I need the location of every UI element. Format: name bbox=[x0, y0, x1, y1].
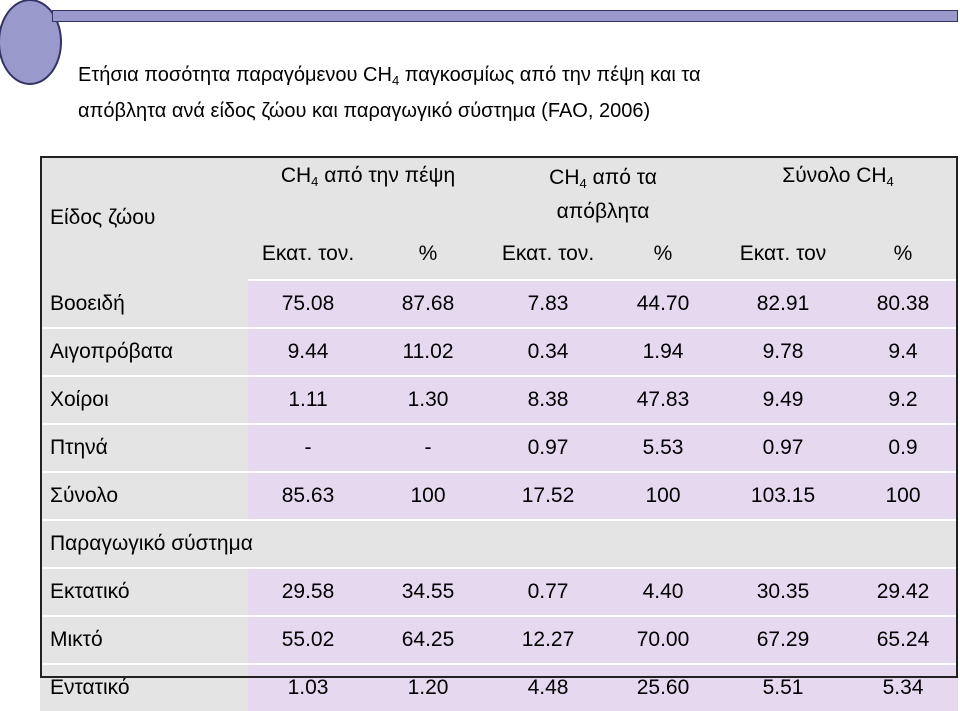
table-cell: 70.00 bbox=[608, 616, 718, 664]
section-label: Παραγωγικό σύστημα bbox=[40, 520, 248, 568]
row-label: Πτηνά bbox=[40, 424, 248, 472]
table-cell: 34.55 bbox=[368, 568, 488, 616]
table-cell: 85.63 bbox=[248, 472, 368, 520]
row-label: Μικτό bbox=[40, 616, 248, 664]
table-cell: 5.51 bbox=[718, 664, 848, 711]
ch4-table bbox=[40, 156, 958, 711]
table-cell: 67.29 bbox=[718, 616, 848, 664]
table-cell: 65.24 bbox=[848, 616, 958, 664]
table-cell: 1.03 bbox=[248, 664, 368, 711]
table-cell: 100 bbox=[608, 472, 718, 520]
table-cell: 1.30 bbox=[368, 376, 488, 424]
decorative-top-bar bbox=[52, 10, 958, 22]
subheader-cell: Εκατ. τον bbox=[718, 229, 848, 280]
subheader-cell: Εκατ. τον. bbox=[488, 229, 608, 280]
header-group-digestion: $CH_4$ από την πέψη bbox=[248, 156, 488, 229]
table-cell: 100 bbox=[848, 472, 958, 520]
table-cell: 4.40 bbox=[608, 568, 718, 616]
slide-title bbox=[78, 60, 938, 127]
table-cell: 1.94 bbox=[608, 328, 718, 376]
table-cell: 0.97 bbox=[488, 424, 608, 472]
table-cell: 12.27 bbox=[488, 616, 608, 664]
table-cell: 5.34 bbox=[848, 664, 958, 711]
table-cell: 0.77 bbox=[488, 568, 608, 616]
subheader-cell: Εκατ. τον. bbox=[248, 229, 368, 280]
table-cell: 1.20 bbox=[368, 664, 488, 711]
table-cell: 4.48 bbox=[488, 664, 608, 711]
table-cell: 17.52 bbox=[488, 472, 608, 520]
row-label: Βοοειδή bbox=[40, 280, 248, 328]
table-cell: - bbox=[248, 424, 368, 472]
table-cell: 11.02 bbox=[368, 328, 488, 376]
section-row bbox=[40, 520, 958, 568]
table-row bbox=[40, 568, 958, 616]
table-cell: 1.11 bbox=[248, 376, 368, 424]
table-row bbox=[40, 664, 958, 711]
table-cell: 55.02 bbox=[248, 616, 368, 664]
table-cell: 5.53 bbox=[608, 424, 718, 472]
table-cell: 29.58 bbox=[248, 568, 368, 616]
table-cell: 25.60 bbox=[608, 664, 718, 711]
table-cell: 9.49 bbox=[718, 376, 848, 424]
table-cell: 100 bbox=[368, 472, 488, 520]
table-cell: 30.35 bbox=[718, 568, 848, 616]
row-label: Χοίροι bbox=[40, 376, 248, 424]
table-row bbox=[40, 280, 958, 328]
table-cell: 9.44 bbox=[248, 328, 368, 376]
table-row bbox=[40, 424, 958, 472]
table-cell: 75.08 bbox=[248, 280, 368, 328]
table-cell: 9.78 bbox=[718, 328, 848, 376]
title-line-2: απόβλητα ανά είδος ζώου και παραγωγικό σύστημα (FAO, 2006) bbox=[78, 100, 651, 122]
table-cell: 8.38 bbox=[488, 376, 608, 424]
table-row bbox=[40, 616, 958, 664]
header-group-total: Σύνολο $CH_4$ bbox=[718, 156, 958, 229]
table-cell: 87.68 bbox=[368, 280, 488, 328]
table-row-total bbox=[40, 472, 958, 520]
table-cell: 0.9 bbox=[848, 424, 958, 472]
table-cell: 0.34 bbox=[488, 328, 608, 376]
table-cell: 9.2 bbox=[848, 376, 958, 424]
table-cell: 9.4 bbox=[848, 328, 958, 376]
subheader-cell: % bbox=[848, 229, 958, 280]
table-cell: 44.70 bbox=[608, 280, 718, 328]
table-cell: 80.38 bbox=[848, 280, 958, 328]
row-label: Σύνολο bbox=[40, 472, 248, 520]
table-cell: 82.91 bbox=[718, 280, 848, 328]
table-cell: 7.83 bbox=[488, 280, 608, 328]
row-label: Εντατικό bbox=[40, 664, 248, 711]
row-label: Εκτατικό bbox=[40, 568, 248, 616]
row-label: Αιγοπρόβατα bbox=[40, 328, 248, 376]
table-row bbox=[40, 328, 958, 376]
header-animal-type: Είδος ζώου bbox=[40, 156, 248, 280]
table-cell: 103.15 bbox=[718, 472, 848, 520]
subheader-cell: % bbox=[368, 229, 488, 280]
table-cell: - bbox=[368, 424, 488, 472]
table-cell: 64.25 bbox=[368, 616, 488, 664]
subheader-cell: % bbox=[608, 229, 718, 280]
title-line-1: Ετήσια ποσότητα παραγόμενου $CH_4$ παγκοσμίως από την πέψη και τα bbox=[78, 64, 701, 88]
table-cell: 29.42 bbox=[848, 568, 958, 616]
table-row bbox=[40, 376, 958, 424]
header-group-manure: $CH_4$ από τα απόβλητα bbox=[488, 156, 718, 229]
table-cell: 0.97 bbox=[718, 424, 848, 472]
table-cell: 47.83 bbox=[608, 376, 718, 424]
